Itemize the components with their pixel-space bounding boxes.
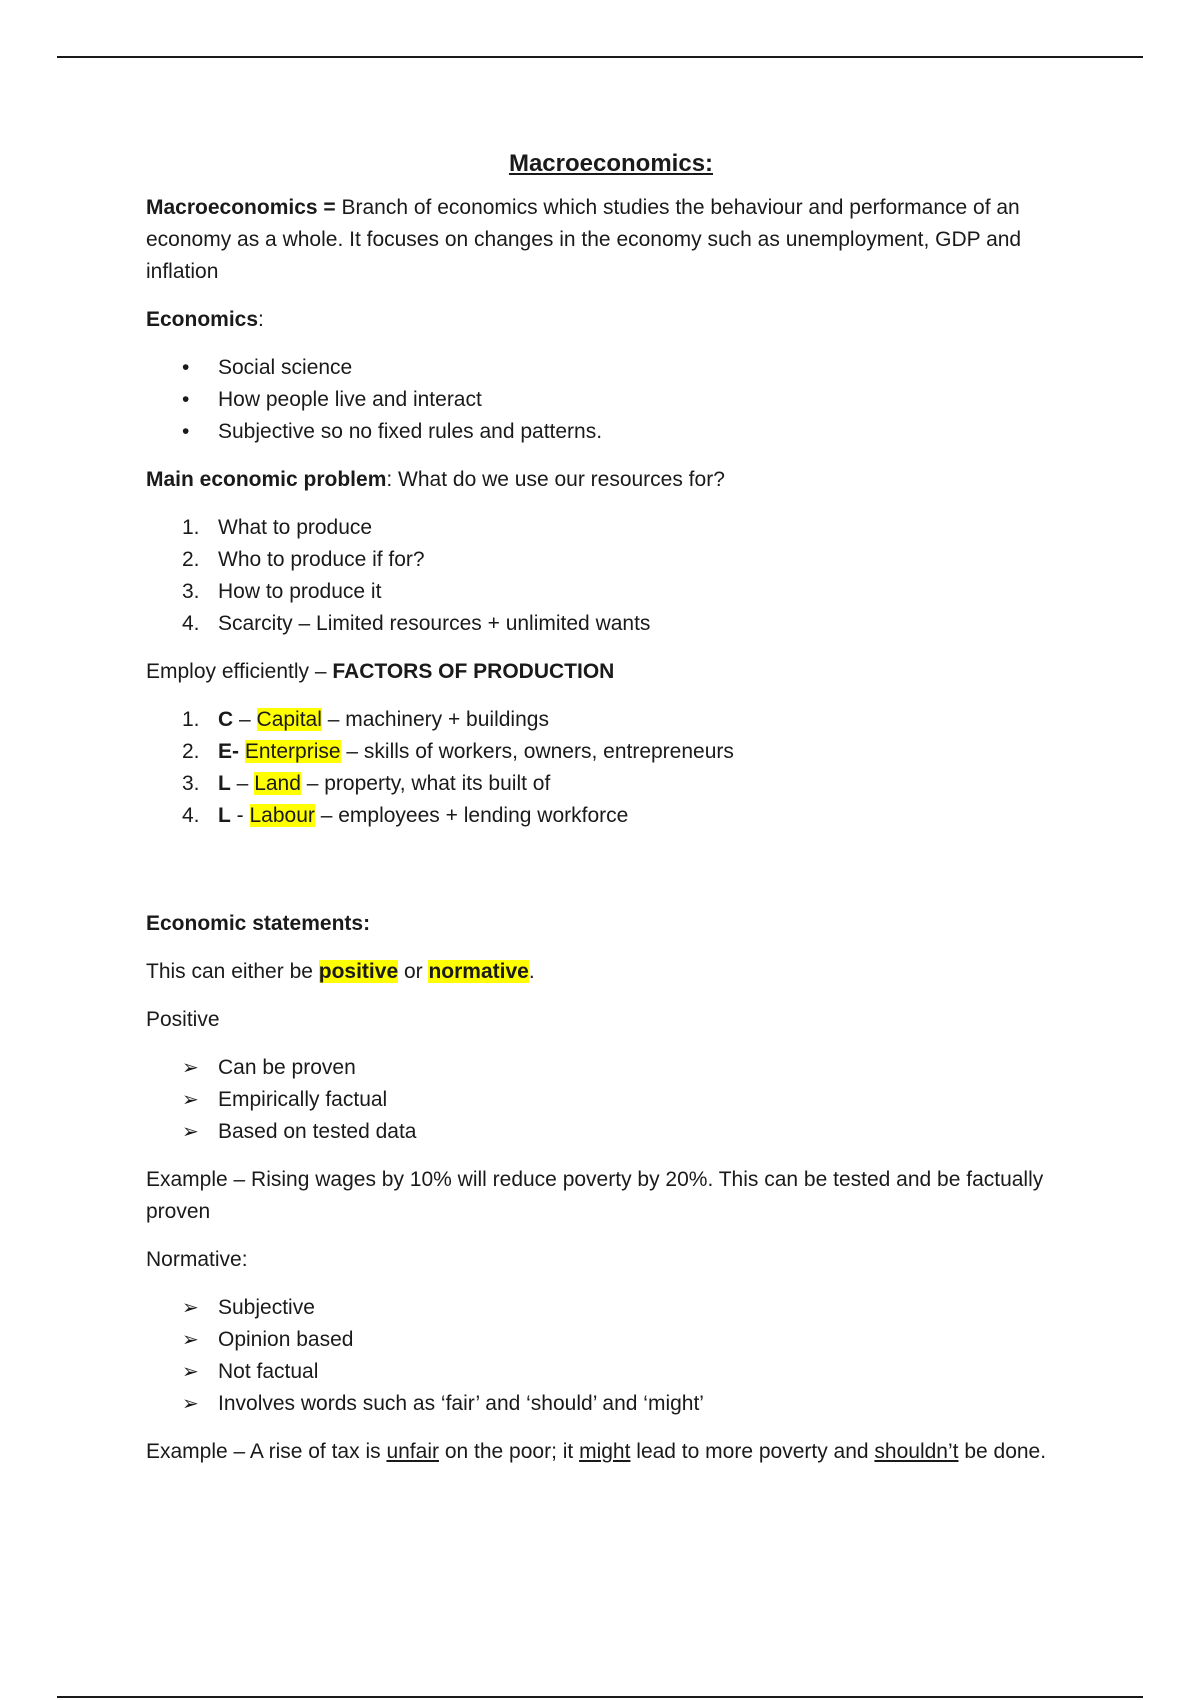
- factor-sep: –: [230, 772, 255, 795]
- factor-desc: – property, what its built of: [300, 772, 551, 795]
- factors-intro: [146, 656, 1076, 688]
- list-item: 3. How to produce it: [182, 580, 382, 603]
- underlined-word: shouldn’t: [874, 1440, 959, 1463]
- normative-label: Normative:: [146, 1248, 248, 1271]
- list-item: 2. Who to produce if for?: [182, 548, 425, 571]
- underlined-word: unfair: [386, 1440, 439, 1463]
- list-item: ➢ Involves words such as ‘fair’ and ‘should’ and ‘might’: [146, 1388, 1076, 1420]
- normative-highlight: normative: [428, 960, 529, 983]
- factor-letter: L: [218, 772, 231, 795]
- list-number: 2.: [182, 740, 200, 763]
- document-page: [146, 138, 1076, 1484]
- list-item: ➢ Can be proven: [146, 1052, 1076, 1084]
- positive-example: Example – Rising wages by 10% will reduce poverty by 20%. This can be tested and be factually proven: [146, 1168, 1044, 1223]
- factors-list: [146, 704, 1076, 832]
- list-item: ➢ Based on tested data: [146, 1116, 1076, 1148]
- page-title: Macroeconomics:: [508, 150, 714, 177]
- factor-sep: –: [233, 708, 257, 731]
- factor-sep: [239, 740, 245, 763]
- example-text: be done.: [958, 1440, 1047, 1463]
- problem-heading: Main economic problem: [146, 468, 387, 491]
- footer-rule: [57, 1696, 1143, 1698]
- problem-text: : What do we use our resources for?: [386, 468, 725, 491]
- positive-label: Positive: [146, 1008, 220, 1031]
- spacer: [146, 848, 1076, 908]
- list-item: ➢ Not factual: [146, 1356, 1076, 1388]
- economics-colon: :: [258, 308, 264, 331]
- factor-letter: L: [218, 804, 231, 827]
- list-number: 4.: [182, 804, 200, 827]
- factors-heading: FACTORS OF PRODUCTION: [332, 660, 615, 683]
- statements-heading: [146, 908, 1076, 940]
- intro-text: .: [528, 960, 535, 983]
- list-item: [146, 800, 1076, 832]
- factor-name: Labour: [249, 804, 315, 827]
- definition-paragraph: [146, 192, 1076, 288]
- factor-desc: – skills of workers, owners, entrepreneurs: [340, 740, 734, 763]
- problem-list: [146, 512, 1076, 640]
- factor-desc: – machinery + buildings: [321, 708, 549, 731]
- statements-intro: [146, 956, 1076, 988]
- list-item: 4. Scarcity – Limited resources + unlimited wants: [182, 612, 651, 635]
- intro-text: or: [398, 960, 429, 983]
- definition-term: Macroeconomics: [146, 196, 318, 219]
- normative-list: [146, 1292, 1076, 1420]
- list-item-text: Who to produce if for?: [218, 548, 425, 571]
- header-rule: [57, 56, 1143, 58]
- list-item-text: Scarcity – Limited resources + unlimited wants: [218, 612, 651, 635]
- list-item: [146, 736, 1076, 768]
- economics-heading-text: Economics: [146, 308, 259, 331]
- factor-name: Land: [254, 772, 301, 795]
- definition-equals: =: [317, 196, 342, 219]
- example-text: Example – A rise of tax is: [146, 1440, 387, 1463]
- example-text: on the poor; it: [438, 1440, 580, 1463]
- list-item: [146, 768, 1076, 800]
- intro-text: This can either be: [146, 960, 319, 983]
- statements-heading-text: Economic statements:: [146, 912, 371, 935]
- factor-sep: -: [230, 804, 250, 827]
- factor-name: Capital: [256, 708, 322, 731]
- problem-paragraph: [146, 464, 1076, 496]
- positive-highlight: positive: [318, 960, 399, 983]
- factor-name: Enterprise: [244, 740, 341, 763]
- list-number: 3.: [182, 772, 200, 795]
- list-item: ➢ Subjective: [146, 1292, 1076, 1324]
- economics-heading: [146, 304, 1076, 336]
- list-item: • How people live and interact: [146, 384, 1076, 416]
- positive-list: [146, 1052, 1076, 1148]
- list-item: [146, 704, 1076, 736]
- factors-intro-text: Employ efficiently –: [146, 660, 333, 683]
- list-item: • Social science: [146, 352, 1076, 384]
- normative-example: [146, 1436, 1076, 1468]
- factor-desc: – employees + lending workforce: [314, 804, 629, 827]
- list-item: 1. What to produce: [182, 516, 373, 539]
- list-item-text: What to produce: [218, 516, 373, 539]
- example-text: lead to more poverty and: [630, 1440, 875, 1463]
- list-item: • Subjective so no fixed rules and patterns.: [146, 416, 1076, 448]
- list-item: ➢ Opinion based: [146, 1324, 1076, 1356]
- list-item-text: How to produce it: [218, 580, 382, 603]
- list-number: 1.: [182, 708, 200, 731]
- economics-list: [146, 352, 1076, 448]
- underlined-word: might: [579, 1440, 631, 1463]
- factor-letter: E-: [218, 740, 239, 763]
- list-item: ➢ Empirically factual: [146, 1084, 1076, 1116]
- definition-text: Branch of economics which studies the behaviour and performance of an economy as a whole. It focuses on changes in the economy such as unemployment, GDP and inflation: [146, 196, 1022, 283]
- factor-letter: C: [218, 708, 234, 731]
